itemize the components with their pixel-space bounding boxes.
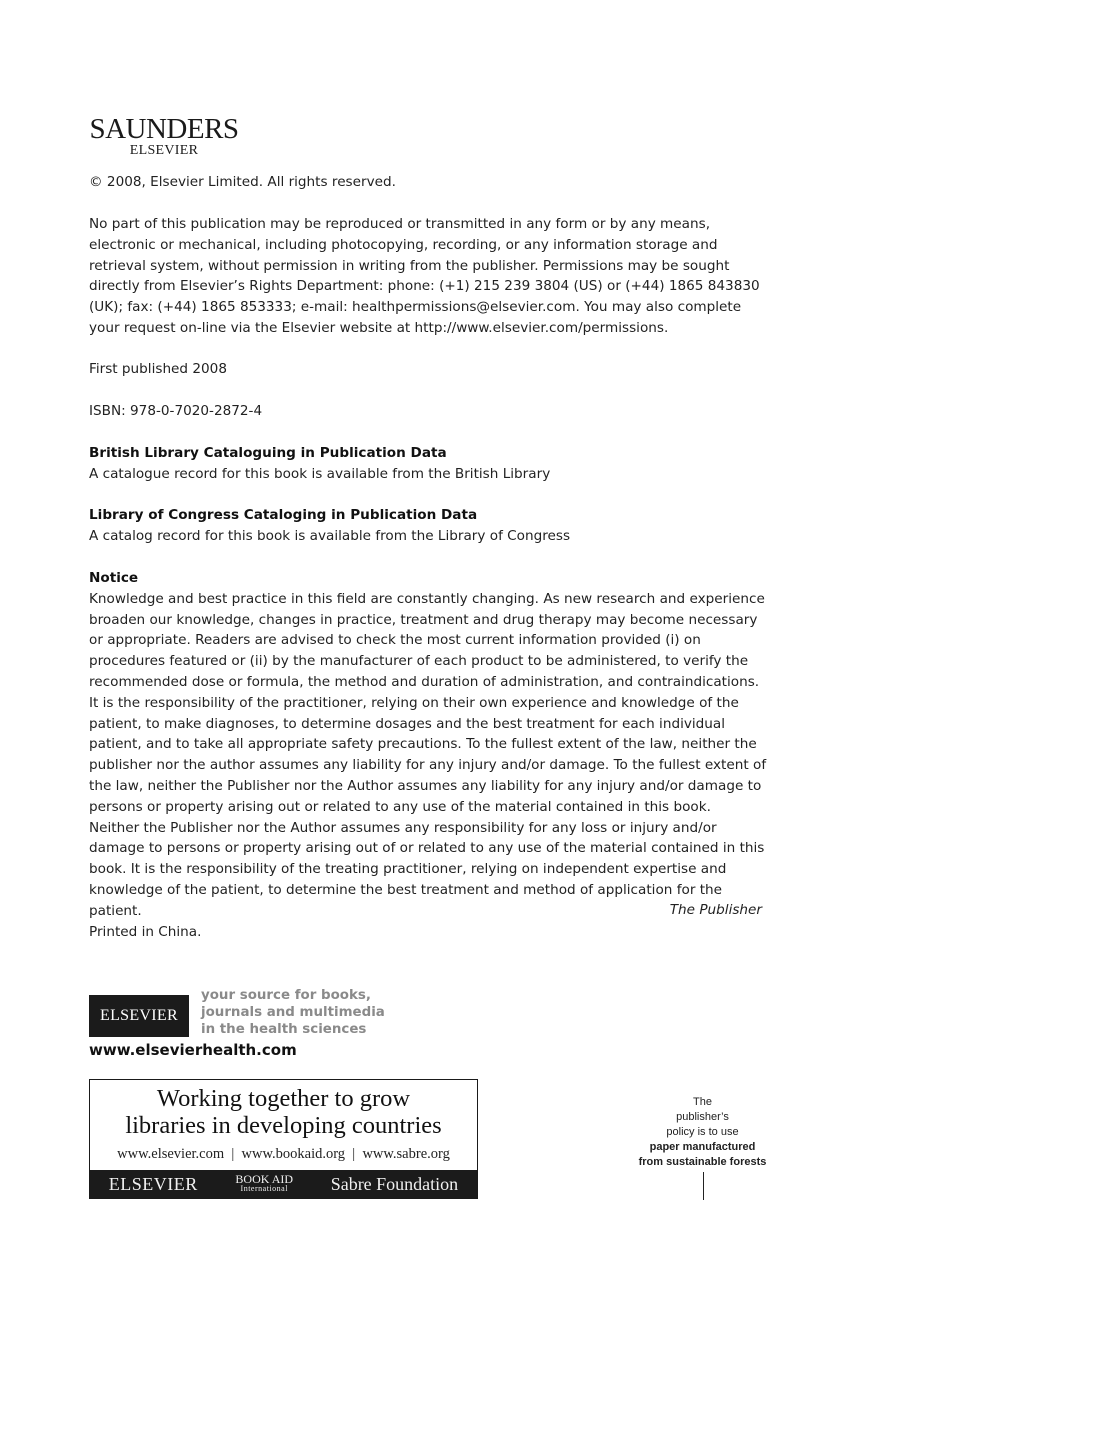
elsevier-logo: ELSEVIER bbox=[89, 995, 189, 1037]
forest-line: publisher’s bbox=[676, 1111, 729, 1123]
banner-heading bbox=[90, 1085, 477, 1139]
saunders-elsevier-logo bbox=[89, 114, 239, 158]
book-aid-logo-top: BOOK AID bbox=[235, 1172, 294, 1186]
banner-logo-bar bbox=[90, 1170, 477, 1198]
loc-section bbox=[89, 505, 769, 547]
notice-section bbox=[89, 568, 769, 922]
book-aid-logo-bottom: International bbox=[240, 1184, 288, 1193]
forest-line: from sustainable forests bbox=[638, 1156, 767, 1168]
forest-line: paper manufactured bbox=[649, 1141, 756, 1153]
notice-paragraph-1: Knowledge and best practice in this field are constantly changing. As new research and experience broaden our knowledge, changes in practice, treatment and drug therapy may become necessary or appropriate. Readers are advised to check the most current information provided (i) on procedures featured or (ii) by the manufacturer of each product to be administered, to verify the recommended dose or formula, the method and duration of administration, and contraindications. It is the responsibility of the practitioner, relying on their own experience and knowledge of the patient, to make diagnoses, to determine dosages and the best treatment for each individual patient, and to take all appropriate safety precautions. To the fullest extent of the law, neither the publisher nor the author assumes any liability for any injury and/or damage. To the fullest extent of the law, neither the Publisher nor the Author assumes any liability for any injury and/or damage to persons or property arising out or related to any use of the material contained in this book. bbox=[89, 590, 767, 815]
copyright-text: © 2008, Elsevier Limited. All rights reserved. bbox=[89, 174, 396, 190]
book-aid-logo bbox=[235, 1174, 293, 1194]
forest-line: policy is to use bbox=[666, 1126, 739, 1138]
forest-line: The bbox=[693, 1096, 712, 1108]
website-link[interactable]: www.elsevierhealth.com bbox=[89, 1041, 297, 1059]
isbn bbox=[89, 401, 769, 422]
tagline-line: your source for books, bbox=[201, 988, 371, 1003]
banner-heading-line1: Working together to grow bbox=[156, 1085, 411, 1112]
tagline-line: journals and multimedia bbox=[201, 1004, 385, 1020]
elsevier-tagline bbox=[201, 988, 401, 1038]
first-published-text: First published 2008 bbox=[89, 361, 227, 377]
brand-sub: ELSEVIER bbox=[129, 143, 199, 158]
notice-heading: Notice bbox=[89, 570, 139, 586]
brand-name: SAUNDERS bbox=[89, 113, 239, 145]
notice-paragraph-2: Neither the Publisher nor the Author assumes any responsibility for any loss or injury and/or damage to persons or property arising out of or related to any use of the material contained in this book. It is the responsibility of the treating practitioner, relying on independent expertise and knowledge of the patient, to determine the best treatment and method of application for the patient. bbox=[89, 819, 765, 919]
isbn-text: ISBN: 978-0-7020-2872-4 bbox=[89, 403, 263, 419]
book-aid-banner bbox=[89, 1079, 478, 1199]
banner-heading-line2: libraries in developing countries bbox=[125, 1112, 442, 1139]
loc-text: A catalog record for this book is available from the Library of Congress bbox=[89, 527, 571, 544]
first-published bbox=[89, 359, 769, 380]
printed-text: Printed in China. bbox=[89, 924, 202, 940]
loc-heading: Library of Congress Cataloging in Publication Data bbox=[89, 507, 478, 523]
tree-trunk-line bbox=[703, 1172, 704, 1200]
elsevier-small-logo: ELSEVIER bbox=[108, 1173, 198, 1194]
rights-text: No part of this publication may be reproduced or transmitted in any form or by any means, electronic or mechanical, including photocopying, recording, or any information storage and retrieval system, without permission in writing from the publisher. Permissions may be sought directly from Elsevier’s Rights Department: phone: (+1) 215 239 3804 (US) or (+44) 1865 843830 (UK); fax: (+44) 1865 853333; e-mail: healthpermissions@elsevier.com. You may also complete your request on-line via the Elsevier website at http://www.elsevier.com/permissions. bbox=[89, 216, 760, 336]
printed-in bbox=[89, 922, 769, 943]
bl-text: A catalogue record for this book is available from the British Library bbox=[89, 465, 551, 482]
publisher-signature: The Publisher bbox=[669, 902, 762, 918]
tagline-line: in the health sciences bbox=[201, 1021, 367, 1037]
rights-paragraph bbox=[89, 214, 769, 339]
british-library-section bbox=[89, 443, 769, 485]
bl-heading: British Library Cataloguing in Publication Data bbox=[89, 445, 447, 461]
copyright-line bbox=[89, 172, 769, 193]
banner-urls: www.elsevier.com | www.bookaid.org | www.sabre.org bbox=[117, 1146, 450, 1162]
sabre-logo: Sabre Foundation bbox=[330, 1173, 459, 1194]
sustainable-forest-notice bbox=[630, 1095, 775, 1200]
